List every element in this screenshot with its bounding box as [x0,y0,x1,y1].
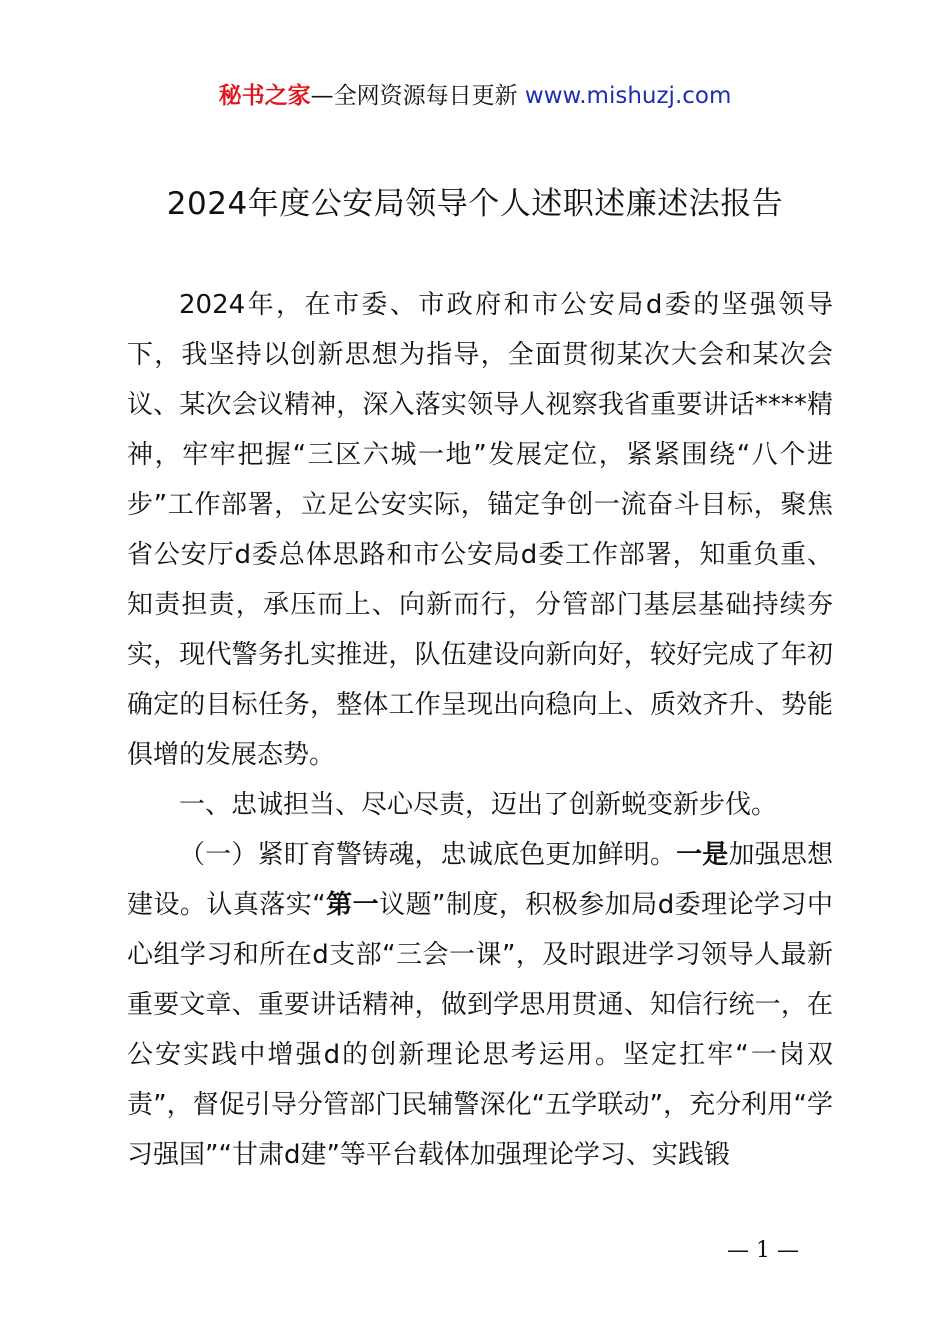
paragraph-intro: 2024年，在市委、市政府和市公安局d委的坚强领导下，我坚持以创新思想为指导，全面贯彻某次大会和某次会议、某次会议精神，深入落实领导人视察我省重要讲话****精神，牢牢把握“三区六城一地”发展定位，紧紧围绕“八个进步”工作部署，立足公安实际，锚定争创一流奋斗目标，聚焦省公安厅d委总体思路和市公安局d委工作部署，知重负重、知责担责，承压而上、向新而行，分管部门基层基础持续夯实，现代警务扎实推进，队伍建设向新向好，较好完成了年初确定的目标任务，整体工作呈现出向稳向上、质效齐升、势能俱增的发展态势。 [127,290,833,770]
site-banner [0,80,950,112]
subsection-heading: （一）紧盯育警铸魂，忠诚底色更加鲜明。 [179,840,677,870]
site-url[interactable]: www.mishuzj.com [524,83,732,109]
bold-marker-topic: 第一 [325,890,380,920]
bold-marker-first: 一是 [676,840,729,870]
paragraph-section-1 [127,830,833,1180]
paragraph-text: 加强思想建设。认真落实“ [127,840,833,920]
document-title: 2024年度公安局领导个人述职述廉述法报告 [166,186,784,222]
page-number: — 1 — [727,1238,799,1263]
paragraph-text: 议题”制度，积极参加局d委理论学习中心组学习和所在d支部“三会一课”，及时跟进学习领导人最新重要文章、重要讲话精神，做到学思用贯通、知信行统一，在公安实践中增强d的创新理论思考运用。坚定扛牢“一岗双责”，督促引导分管部门民辅警深化“五学联动”，充分利用“学习强国”“甘肃d建”等平台载体加强理论学习、实践锻 [127,890,833,1170]
section-heading: 一、忠诚担当、尽心尽责，迈出了创新蜕变新步伐。 [179,790,778,820]
site-tagline: —全网资源每日更新 [310,83,518,109]
site-brand: 秘书之家 [218,83,311,109]
document-body [127,280,833,1180]
